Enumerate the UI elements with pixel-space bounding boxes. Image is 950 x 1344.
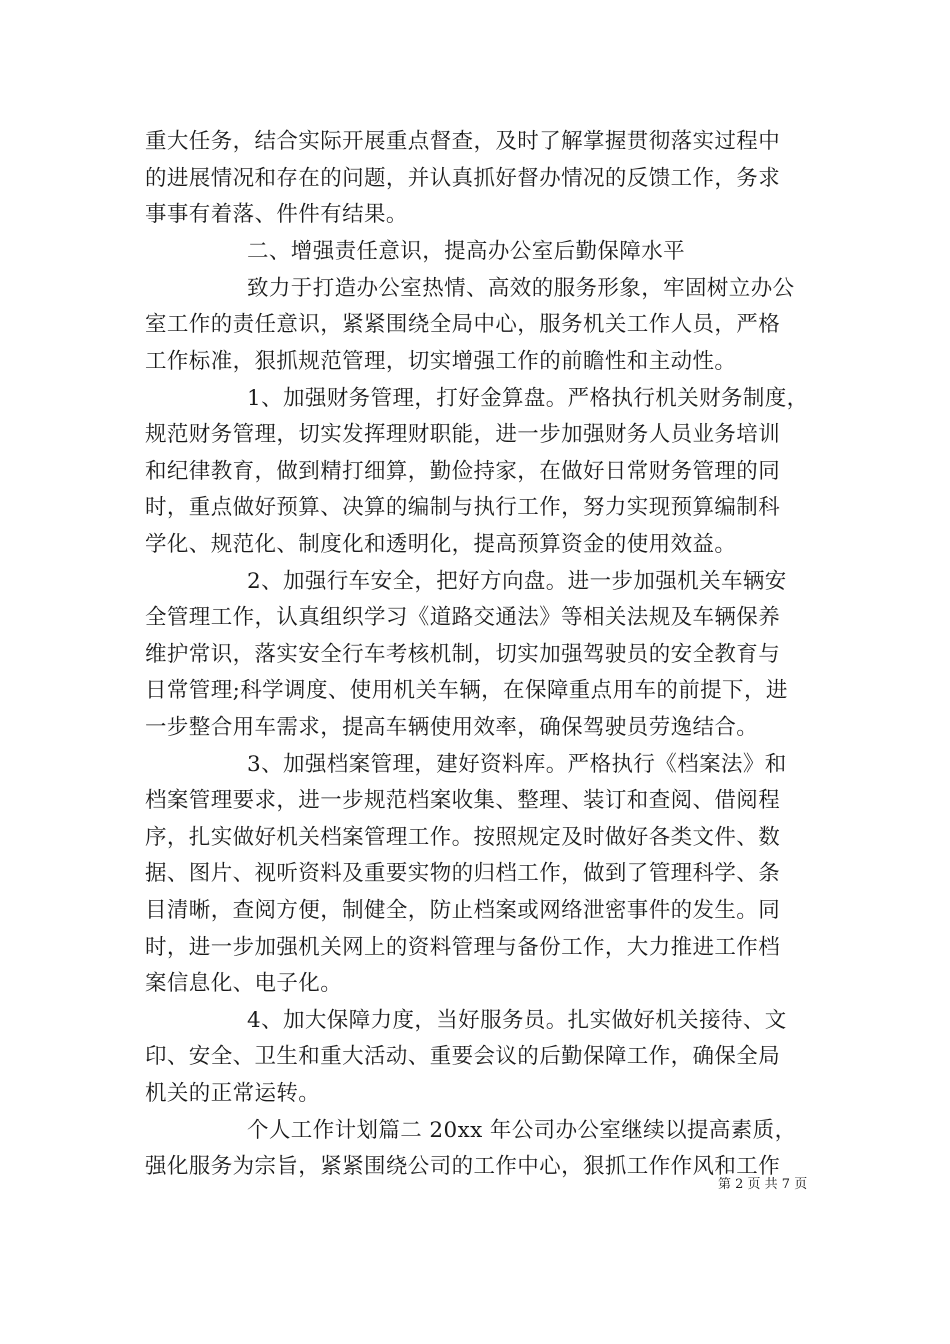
text-line: 印、安全、卫生和重大活动、重要会议的后勤保障工作，确保全局: [145, 1044, 781, 1069]
text-line: 和纪律教育，做到精打细算，勤俭持家，在做好日常财务管理的同: [145, 459, 781, 484]
paragraph-first-line: 3、加强档案管理，建好资料库。严格执行《档案法》和: [247, 752, 787, 777]
text-line: 全管理工作，认真组织学习《道路交通法》等相关法规及车辆保养: [145, 605, 781, 630]
text-line: 室工作的责任意识，紧紧围绕全局中心，服务机关工作人员，严格: [145, 312, 781, 337]
text-line: 序，扎实做好机关档案管理工作。按照规定及时做好各类文件、数: [145, 825, 781, 850]
text-line: 学化、规范化、制度化和透明化，提高预算资金的使用效益。: [145, 532, 737, 557]
paragraph-first-line: 1、加强财务管理，打好金算盘。严格执行机关财务制度，: [247, 386, 809, 411]
text-line: 维护常识，落实安全行车考核机制，切实加强驾驶员的安全教育与: [145, 642, 781, 667]
paragraph-first-line: 4、加大保障力度，当好服务员。扎实做好机关接待、文: [247, 1008, 787, 1033]
page-number: 第 2 页 共 7 页: [718, 1177, 808, 1192]
text-line: 机关的正常运转。: [145, 1081, 321, 1106]
text-line: 日常管理;科学调度、使用机关车辆，在保障重点用车的前提下，进: [145, 678, 788, 703]
section-heading: 二、增强责任意识，提高办公室后勤保障水平: [247, 239, 686, 264]
text-line: 规范财务管理，切实发挥理财职能，进一步加强财务人员业务培训: [145, 422, 781, 447]
text-line: 案信息化、电子化。: [145, 971, 343, 996]
text-line: 事事有着落、件件有结果。: [145, 202, 408, 227]
text-line: 重大任务，结合实际开展重点督查，及时了解掌握贯彻落实过程中: [145, 129, 781, 154]
paragraph-first-line: 2、加强行车安全，把好方向盘。进一步加强机关车辆安: [247, 569, 787, 594]
text-line: 强化服务为宗旨，紧紧围绕公司的工作中心，狠抓工作作风和工作: [145, 1154, 781, 1179]
paragraph-first-line: 个人工作计划篇二 20xx 年公司办公室继续以提高素质，: [247, 1118, 797, 1143]
text-line: 工作标准，狠抓规范管理，切实增强工作的前瞻性和主动性。: [145, 349, 737, 374]
paragraph-first-line: 致力于打造办公室热情、高效的服务形象，牢固树立办公: [247, 276, 795, 301]
text-line: 档案管理要求，进一步规范档案收集、整理、装订和查阅、借阅程: [145, 788, 781, 813]
text-line: 时，重点做好预算、决算的编制与执行工作，努力实现预算编制科: [145, 495, 781, 520]
text-line: 目清晰，查阅方便，制健全，防止档案或网络泄密事件的发生。同: [145, 898, 781, 923]
text-line: 据、图片、视听资料及重要实物的归档工作，做到了管理科学、条: [145, 861, 781, 886]
text-line: 时，进一步加强机关网上的资料管理与备份工作，大力推进工作档: [145, 935, 781, 960]
text-line: 一步整合用车需求，提高车辆使用效率，确保驾驶员劳逸结合。: [145, 715, 759, 740]
text-line: 的进展情况和存在的问题，并认真抓好督办情况的反馈工作，务求: [145, 166, 781, 191]
